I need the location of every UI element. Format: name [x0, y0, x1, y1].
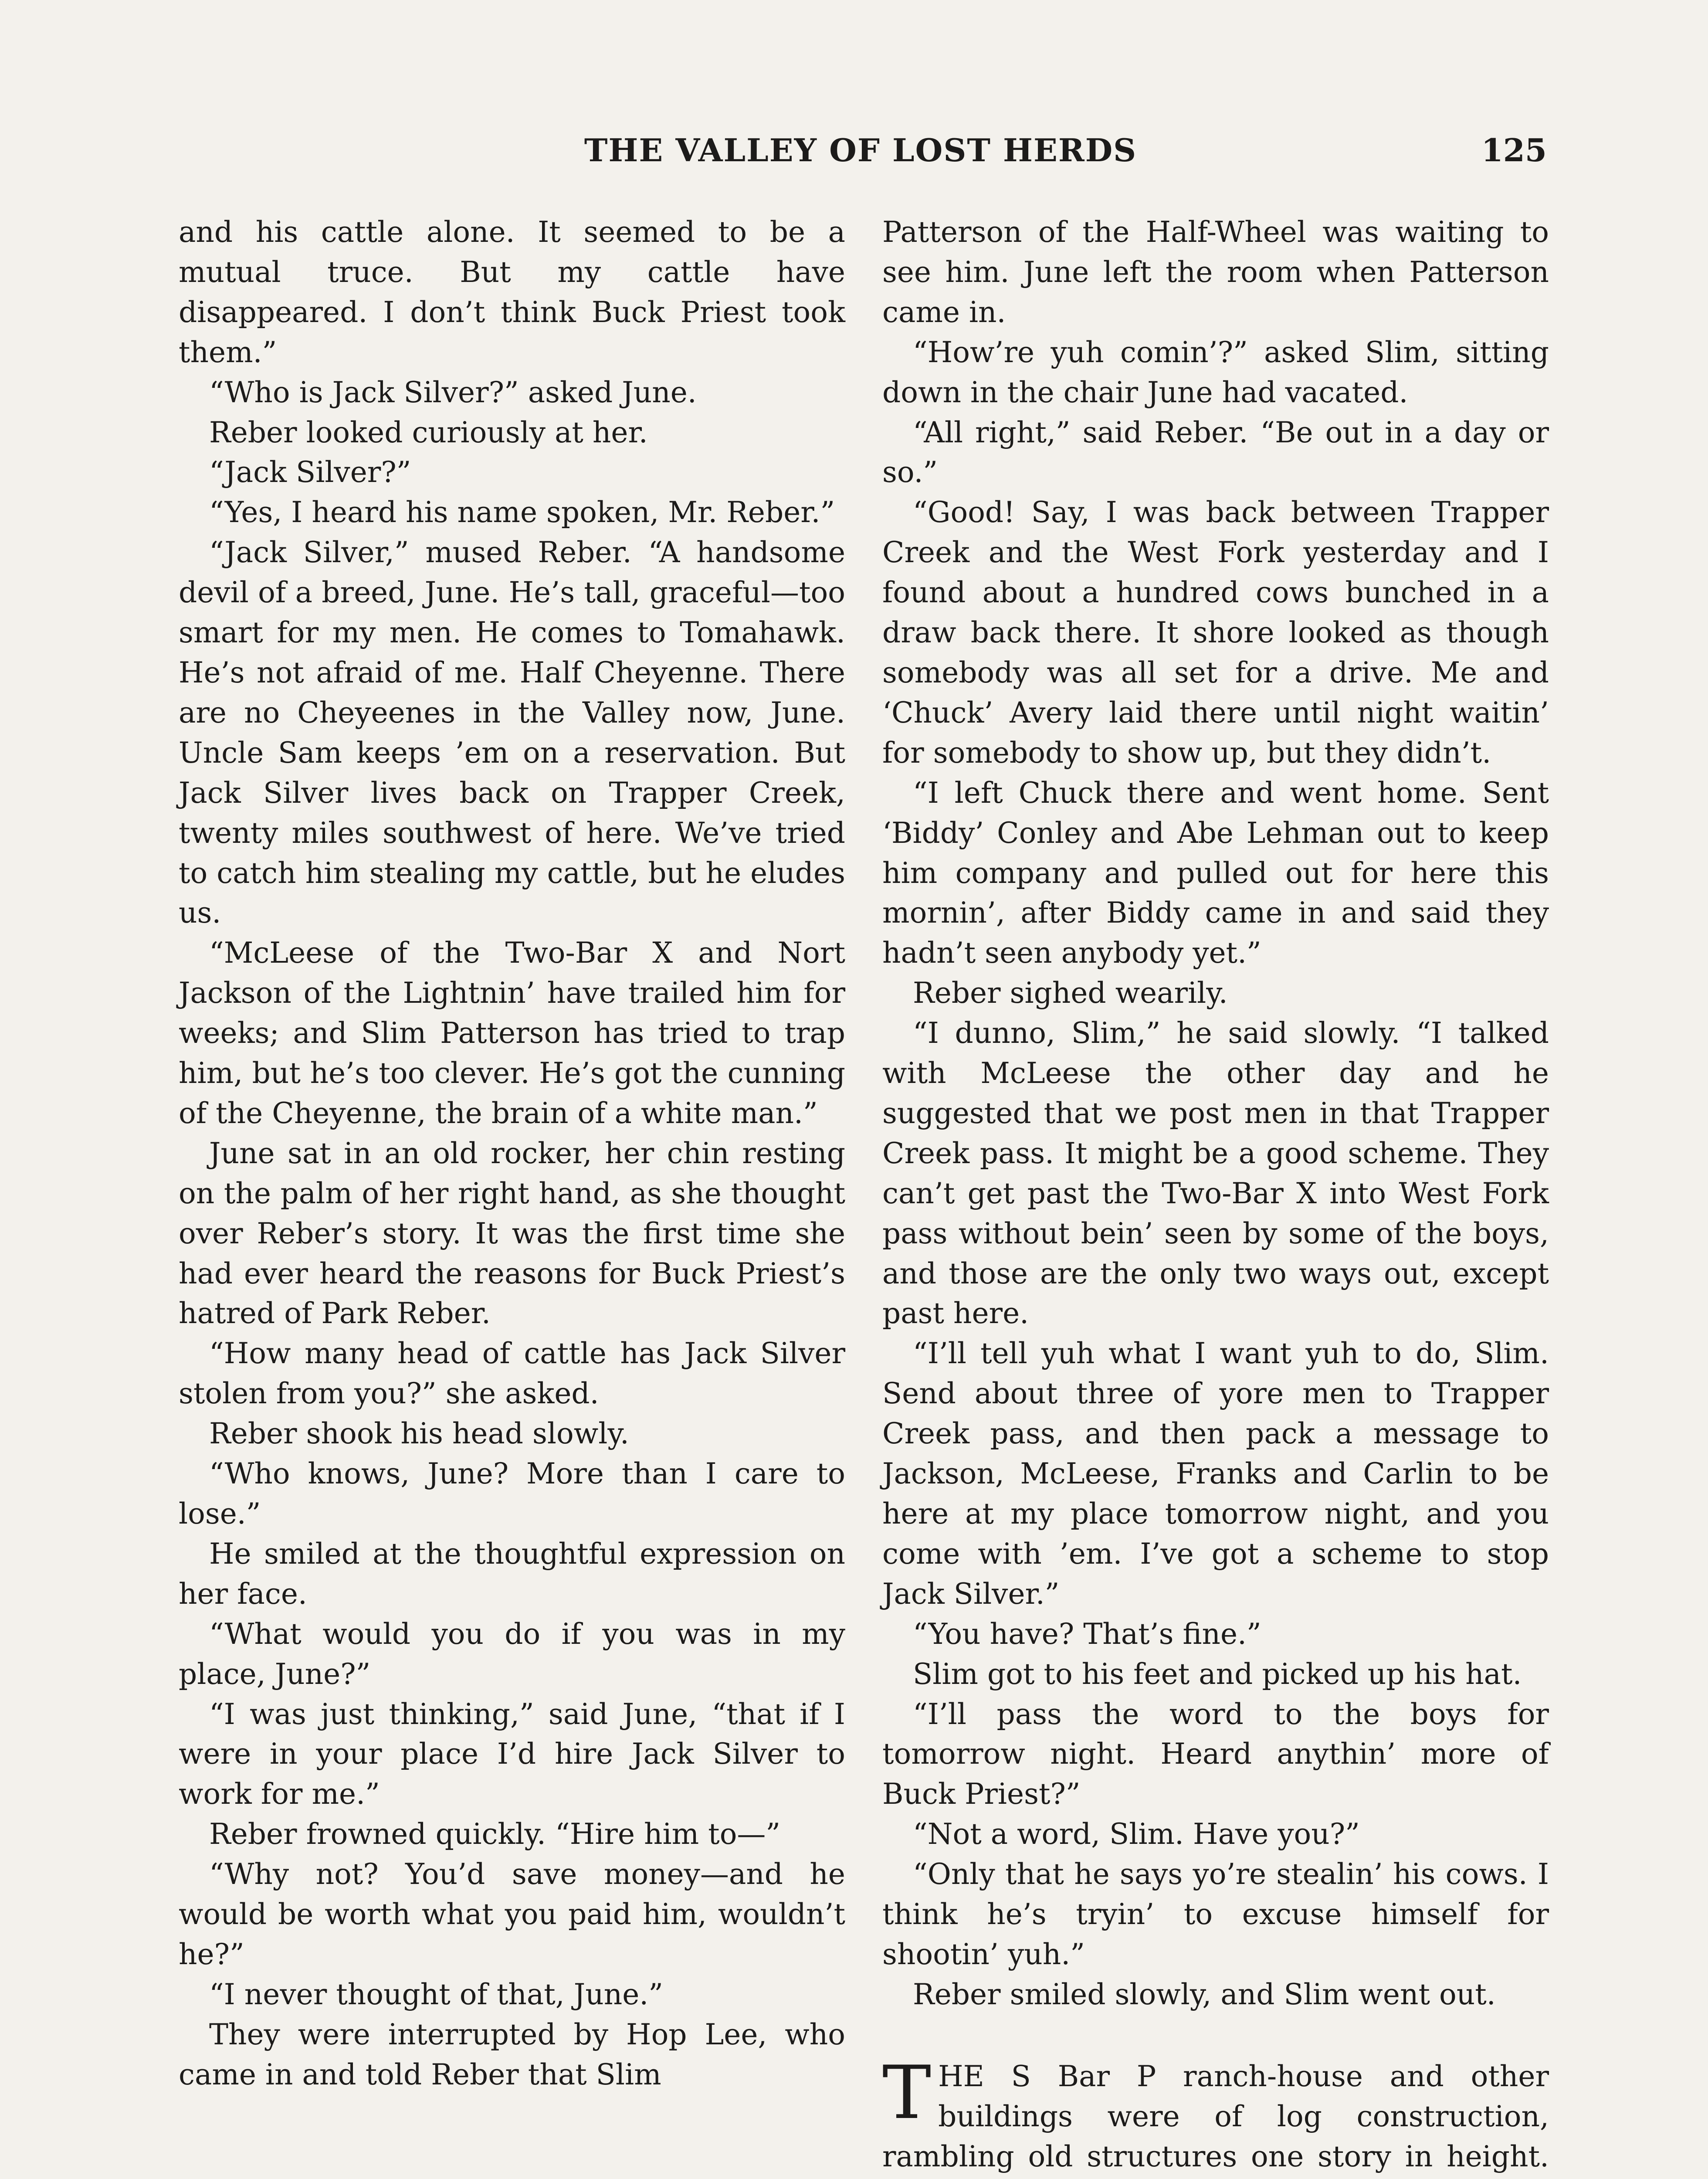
paragraph: “Who is Jack Silver?” asked June. [209, 375, 697, 409]
paragraph: “I’ll pass the word to the boys for tomorrow night. Heard anythin’ more of Buck Priest?” [882, 1697, 1549, 1811]
paragraph: “I never thought of that, June.” [209, 1977, 664, 2011]
paragraph: Patterson of the Half-Wheel was waiting to see him. June left the room when Patterson came in. [882, 215, 1549, 329]
paragraph: They were interrupted by Hop Lee, who came in and told Reber that Slim [179, 2017, 845, 2091]
paragraph: Slim got to his feet and picked up his hat. [913, 1657, 1522, 1691]
paragraph: Reber smiled slowly, and Slim went out. [913, 1977, 1496, 2011]
paragraph: “I was just thinking,” said June, “that if I were in your place I’d hire Jack Silver to work for me.” [179, 1697, 845, 1811]
paragraph: “What would you do if you was in my place, June?” [179, 1617, 845, 1691]
paragraph: “How’re yuh comin’?” asked Slim, sitting down in the chair June had vacated. [882, 335, 1549, 409]
paragraph: “Yes, I heard his name spoken, Mr. Reber.” [209, 496, 835, 529]
paragraph: “Good! Say, I was back between Trapper Creek and the West Fork yesterday and I found about a hundred cows bunched in a draw back there. It shore looked as though somebody was all set for a drive. Me and ‘Chuck’ Avery laid there until night waitin’ for somebody to show up, but they didn’t. [882, 496, 1549, 770]
paragraph: “I left Chuck there and went home. Sent ‘Biddy’ Conley and Abe Lehman out to keep him company and pulled out for here this mornin’, after Biddy came in and said they hadn’t seen anybody yet.” [882, 776, 1549, 970]
drop-cap: T [882, 2050, 932, 2135]
paragraph: “How many head of cattle has Jack Silver stolen from you?” she asked. [179, 1337, 845, 1411]
paragraph: “Jack Silver?” [209, 455, 411, 489]
paragraph: “Who knows, June? More than I care to lose.” [179, 1457, 845, 1531]
running-title: THE VALLEY OF LOST HERDS [584, 132, 1137, 169]
paragraph: “McLeese of the Two-Bar X and Nort Jackson of the Lightnin’ have trailed him for weeks; and Slim Patterson has tried to trap him, but he’s too clever. He’s got the cunning of the Cheyenne, the brain of a white man.” [179, 936, 845, 1130]
page-header [174, 126, 1547, 179]
paragraph: June sat in an old rocker, her chin resting on the palm of her right hand, as she thought over Reber’s story. It was the first time she had ever heard the reasons for Buck Priest’s hatred of Park Reber. [179, 1136, 845, 1330]
paragraph: Reber frowned quickly. “Hire him to—” [209, 1817, 781, 1851]
paragraph: “Why not? You’d save money—and he would be worth what you paid him, wouldn’t he?” [179, 1857, 845, 1971]
paragraph: “You have? That’s fine.” [913, 1617, 1261, 1651]
paragraph: “Jack Silver,” mused Reber. “A handsome devil of a breed, June. He’s tall, graceful—too smart for my men. He comes to Tomahawk. He’s not afraid of me. Half Cheyenne. There are no Cheyeenes in the Valley now, June. Uncle Sam keeps ’em on a reservation. But Jack Silver lives back on Trapper Creek, twenty miles southwest of here. We’ve tried to catch him stealing my cattle, but he eludes us. [179, 536, 845, 930]
paragraph: and his cattle alone. It seemed to be a mutual truce. But my cattle have disappeared. I don’t think Buck Priest took them.” [179, 215, 845, 369]
paragraph: “I’ll tell yuh what I want yuh to do, Slim. Send about three of yore men to Trapper Creek pass, and then pack a message to Jackson, McLeese, Franks and Carlin to be here at my place tomorrow night, and you come with ’em. I’ve got a scheme to stop Jack Silver.” [882, 1337, 1549, 1611]
paragraph: He smiled at the thoughtful expression on her face. [179, 1537, 845, 1611]
paragraph: “Not a word, Slim. Have you?” [913, 1817, 1360, 1851]
paragraph: “I dunno, Slim,” he said slowly. “I talked with McLeese the other day and he suggested that we post men in that Trapper Creek pass. It might be a good scheme. They can’t get past the Two-Bar X into West Fork pass without bein’ seen by some of the boys, and those are the only two ways out, except past here. [882, 1016, 1549, 1330]
page-number: 125 [1481, 132, 1547, 169]
paragraph: “All right,” said Reber. “Be out in a day or so.” [882, 415, 1549, 489]
paragraph: Reber sighed wearily. [913, 976, 1228, 1010]
section-opening-paragraph [882, 2050, 1549, 2179]
paragraph: Reber looked curiously at her. [209, 415, 648, 449]
right-column [882, 212, 1549, 2179]
left-column [179, 212, 845, 2095]
section-break [882, 2015, 1549, 2057]
paragraph: Reber shook his head slowly. [209, 1417, 629, 1451]
section-opening-text: HE S Bar P ranch-house and other buildings were of log construction, rambling old structures one story in height. [882, 2059, 1549, 2173]
paragraph: “Only that he says yo’re stealin’ his cows. I think he’s tryin’ to excuse himself for shootin’ yuh.” [882, 1857, 1549, 1971]
